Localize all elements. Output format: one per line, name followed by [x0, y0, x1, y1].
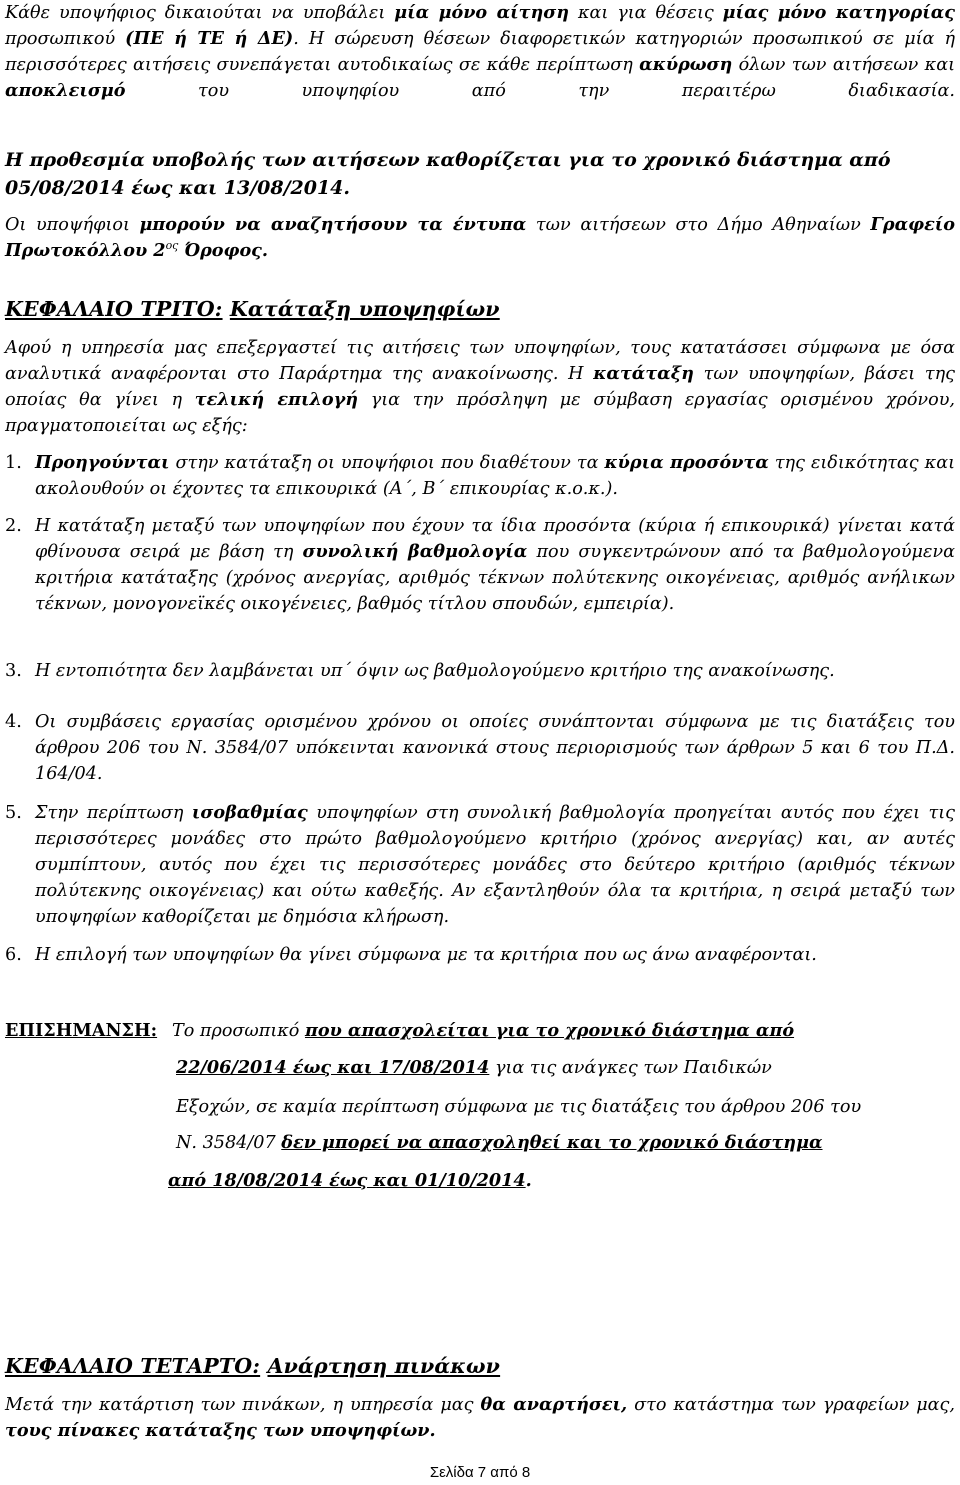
- text: όλων των αιτήσεων και: [732, 55, 955, 75]
- text: και για θέσεις: [569, 3, 723, 23]
- text: Οι υποψήφιοι: [5, 215, 140, 235]
- paragraph-publication: [5, 1392, 955, 1444]
- list-item: [5, 658, 955, 684]
- text: Κάθε υποψήφιος δικαιούται να υποβάλει: [5, 3, 395, 23]
- text: στην κατάταξη οι υποψήφιοι που διαθέτουν τα: [169, 453, 605, 473]
- bold-text: ισοβαθμίας: [191, 802, 308, 823]
- paragraph-deadline: [5, 146, 955, 202]
- text: του υποψηφίου από την περαιτέρω διαδικασία.: [125, 81, 955, 101]
- text: Μετά την κατάρτιση των πινάκων, η υπηρεσία μας: [5, 1395, 481, 1415]
- bold-text: μίας μόνο κατηγορίας: [722, 2, 955, 23]
- list-number: 2.: [5, 516, 22, 536]
- chapter-title: Κατάταξη υποψηφίων: [229, 297, 500, 321]
- list-item: [5, 709, 955, 787]
- text: Αφού η υπηρεσία μας επεξεργαστεί τις αιτήσεις των υποψηφίων, τους κατατάσσει σύμφωνα με όσα αναλυτικά αναφέρονται στο Παράρτημα της ανακοίνωσης. Η: [5, 338, 955, 384]
- bold-underlined-text: 22/06/2014 έως και 17/08/2014: [176, 1057, 490, 1078]
- note-line: [176, 1130, 823, 1156]
- chapter-three-heading: [5, 296, 955, 322]
- text: . Η σώρευση θέσεων διαφορετικών κατηγοριών προσωπικού σε μία ή περισσότερες αιτήσεις συνεπάγεται αυτοδικαίως σε κάθε περίπτωση: [5, 29, 956, 75]
- superscript: ος: [165, 239, 179, 253]
- bold-text: Προηγούνται: [35, 452, 170, 473]
- bold-text: μπορούν να αναζητήσουν τα έντυπα: [139, 214, 527, 235]
- list-item: [5, 513, 955, 617]
- paragraph-forms: [5, 212, 955, 264]
- bold-text: τους πίνακες κατάταξης των υποψηφίων.: [5, 1420, 436, 1441]
- note-line: [172, 1018, 794, 1044]
- page-number-footer: Σελίδα 7 από 8: [429, 1464, 531, 1481]
- list-number: 1.: [5, 453, 22, 473]
- text: Ν. 3584/07: [176, 1133, 282, 1153]
- list-number: 3.: [5, 661, 22, 681]
- deadline-text: Η προθεσμία υποβολής των αιτήσεων καθορίζεται για το χρονικό διάστημα από 05/08/2014 έως και 13/08/2014.: [5, 149, 891, 199]
- text: για την πρόσληψη με σύμβαση εργασίας ορισμένου χρόνου, πραγματοποιείται ως εξής:: [5, 390, 956, 436]
- bold-underlined-text: δεν μπορεί να απασχοληθεί και το χρονικό διάστημα: [281, 1132, 823, 1153]
- chapter-title: Ανάρτηση πινάκων: [267, 1354, 501, 1378]
- text: προσωπικού: [5, 29, 126, 49]
- bold-text: Γραφείο Πρωτοκόλλου 2: [5, 214, 956, 261]
- bold-text: ακύρωση: [639, 54, 733, 75]
- paragraph-single-application: [5, 0, 955, 104]
- list-item: [5, 800, 955, 930]
- note-label: ΕΠΙΣΗΜΑΝΣΗ:: [5, 1020, 158, 1041]
- bold-text: συνολική βαθμολογία: [302, 541, 528, 562]
- text: Οι συμβάσεις εργασίας ορισμένου χρόνου οι οποίες συνάπτονται σύμφωνα με τις διατάξεις του άρθρου 206 του Ν. 3584/07 υπόκεινται κανονικά στους περιορισμούς των άρθρων 5 και 6 του Π.Δ. 164/04.: [35, 712, 955, 784]
- text: για τις ανάγκες των Παιδικών: [489, 1058, 772, 1078]
- bold-text: τελική επιλογή: [194, 389, 358, 410]
- list-number: 6.: [5, 945, 22, 965]
- bold-text: (ΠΕ ή ΤΕ ή ΔΕ): [125, 28, 294, 49]
- chapter-prefix: ΚΕΦΑΛΑΙΟ ΤΡΙΤΟ:: [5, 297, 223, 321]
- paragraph-ranking-intro: [5, 335, 955, 439]
- note-line: [176, 1055, 772, 1081]
- bold-underlined-text: από 18/08/2014 έως και 01/10/2014: [168, 1170, 526, 1191]
- bold-text: κατάταξη: [593, 363, 694, 384]
- note-line: Εξοχών, σε καμία περίπτωση σύμφωνα με τις διατάξεις του άρθρου 206 του: [176, 1097, 862, 1117]
- list-item: [5, 450, 955, 502]
- list-item: [5, 942, 955, 968]
- text: της ειδικότητας και ακολουθούν οι έχοντες τα επικουρικά (Α΄, Β΄ επικουρίας κ.ο.κ.).: [35, 453, 955, 499]
- bold-text: .: [525, 1170, 532, 1191]
- text: Η εντοπιότητα δεν λαμβάνεται υπ΄ όψιν ως βαθμολογούμενο κριτήριο της ανακοίνωσης.: [35, 661, 835, 681]
- bold-text: Όροφος.: [178, 240, 269, 261]
- text: Η επιλογή των υποψηφίων θα γίνει σύμφωνα με τα κριτήρια που ως άνω αναφέρονται.: [35, 945, 817, 965]
- text: των αιτήσεων στο Δήμο Αθηναίων: [526, 215, 871, 235]
- chapter-prefix: ΚΕΦΑΛΑΙΟ ΤΕΤΑΡΤΟ:: [5, 1354, 261, 1378]
- bold-text: αποκλεισμό: [5, 80, 126, 101]
- text: Το προσωπικό: [172, 1021, 305, 1041]
- list-number: 5.: [5, 803, 22, 823]
- list-number: 4.: [5, 712, 22, 732]
- text: που συγκεντρώνουν από τα βαθμολογούμενα κριτήρια κατάταξης (χρόνος ανεργίας, αριθμός τέκνων πολύτεκνης οικογένειας, αριθμός ανήλικων τέκνων, μονογονεϊκές οικογένειες, βαθμός τίτλου σπουδών, εμπειρία).: [35, 542, 955, 614]
- bold-underlined-text: που απασχολείται για το χρονικό διάστημα από: [304, 1020, 795, 1041]
- text: στο κατάστημα των γραφείων μας,: [627, 1395, 955, 1415]
- note-line: [168, 1168, 532, 1194]
- bold-text: μία μόνο αίτηση: [394, 2, 570, 23]
- bold-text: κύρια προσόντα: [604, 452, 769, 473]
- bold-text: θα αναρτήσει,: [480, 1394, 628, 1415]
- text: των υποψηφίων, βάσει της οποίας θα γίνει η: [5, 364, 956, 410]
- chapter-four-heading: [5, 1353, 955, 1379]
- text: Η κατάταξη μεταξύ των υποψηφίων που έχουν τα ίδια προσόντα (κύρια ή επικουρικά) γίνεται κατά φθίνουσα σειρά με βάση τη: [35, 516, 955, 562]
- text: Στην περίπτωση: [35, 803, 192, 823]
- text: υποψηφίων στη συνολική βαθμολογία προηγείται αυτός που έχει τις περισσότερες μονάδες στο πρώτο βαθμολογούμενο κριτήριο (χρόνος ανεργίας) και, αν αυτές συμπίπτουν, αυτός που έχει τις περισσότερες μονάδες στο δεύτερο κριτήριο (αριθμός τέκνων πολύτεκνης οικογένειας) και ούτω καθεξής. Αν εξαντληθούν όλα τα κριτήρια, η σειρά μεταξύ των υποψηφίων καθορίζεται με δημόσια κλήρωση.: [35, 803, 955, 927]
